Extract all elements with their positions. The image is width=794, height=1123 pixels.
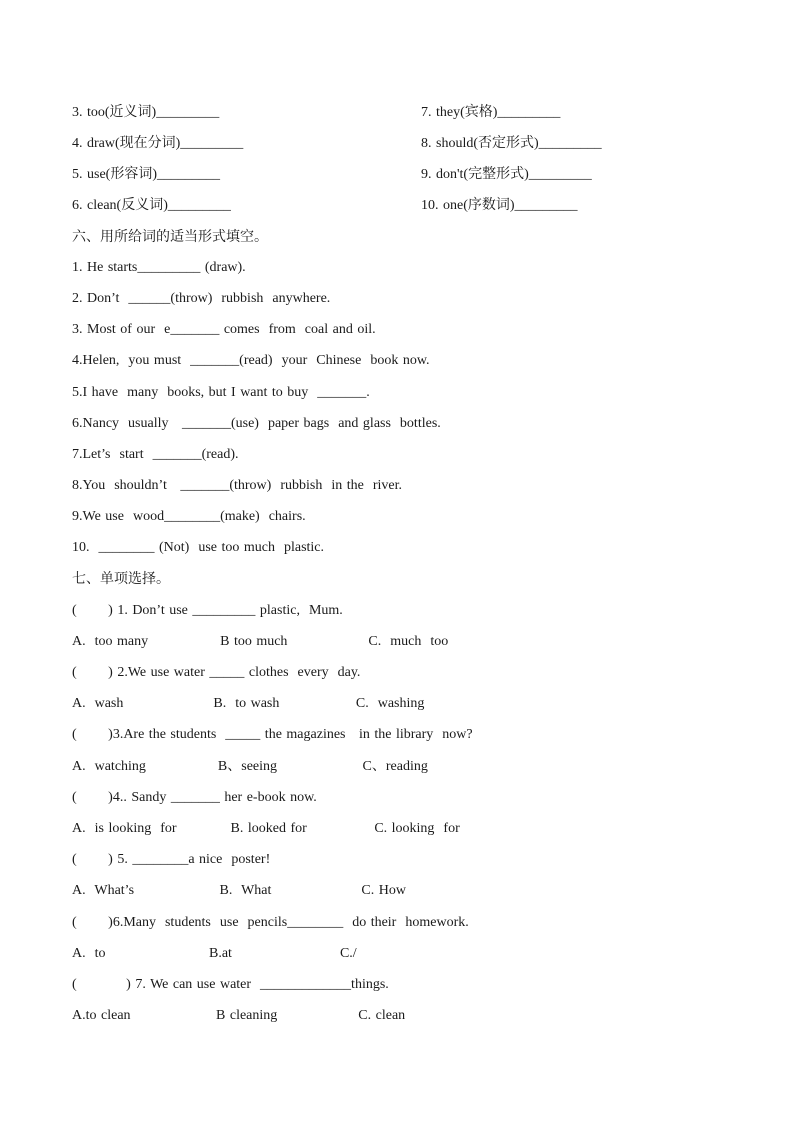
vocab-item-7: 7. they(宾格)_________ <box>421 105 561 120</box>
choice-options: A.to clean B cleaning C. clean <box>72 1008 406 1023</box>
choice-question: ( ) 1. Don’t use _________ plastic, Mum. <box>72 603 343 618</box>
fill-item: 2. Don’t ______(throw) rubbish anywhere. <box>72 291 331 306</box>
fill-item: 1. He starts_________ (draw). <box>72 260 246 275</box>
choice-question: ( )3.Are the students _____ the magazines in the library now? <box>72 727 473 742</box>
vocab-item-8: 8. should(否定形式)_________ <box>421 136 602 151</box>
choice-question: ( ) 7. We can use water _____________things. <box>72 977 389 992</box>
fill-item: 8.You shouldn’t _______(throw) rubbish in the river. <box>72 478 402 493</box>
fill-item: 3. Most of our e_______ comes from coal and oil. <box>72 322 376 337</box>
vocab-item-6: 6. clean(反义词)_________ <box>72 198 231 213</box>
fill-item: 9.We use wood________(make) chairs. <box>72 509 306 524</box>
fill-item: 4.Helen, you must _______(read) your Chinese book now. <box>72 353 430 368</box>
vocab-item-9: 9. don't(完整形式)_________ <box>421 167 592 182</box>
fill-item: 10. ________ (Not) use too much plastic. <box>72 540 325 555</box>
vocab-item-3: 3. too(近义词)_________ <box>72 105 220 120</box>
fill-item: 7.Let’s start _______(read). <box>72 447 239 462</box>
choice-options: A. to B.at C./ <box>72 946 357 961</box>
section-7-heading: 七、单项选择。 <box>72 571 170 587</box>
choice-question: ( )6.Many students use pencils________ do their homework. <box>72 915 469 930</box>
section-6-heading: 六、用所给词的适当形式填空。 <box>72 229 268 245</box>
choice-question: ( )4.. Sandy _______ her e-book now. <box>72 790 317 805</box>
choice-question: ( ) 2.We use water _____ clothes every day. <box>72 665 361 680</box>
choice-options: A. watching B、seeing C、reading <box>72 759 428 774</box>
choice-options: A. too many B too much C. much too <box>72 634 449 649</box>
fill-item: 5.I have many books, but I want to buy _______. <box>72 385 370 400</box>
choice-question: ( ) 5. ________a nice poster! <box>72 852 271 867</box>
vocab-item-4: 4. draw(现在分词)_________ <box>72 136 244 151</box>
vocab-item-10: 10. one(序数词)_________ <box>421 198 578 213</box>
choice-options: A. wash B. to wash C. washing <box>72 696 425 711</box>
fill-item: 6.Nancy usually _______(use) paper bags and glass bottles. <box>72 416 441 431</box>
choice-options: A. is looking for B. looked for C. looking for <box>72 821 460 836</box>
vocab-item-5: 5. use(形容词)_________ <box>72 167 220 182</box>
choice-options: A. What’s B. What C. How <box>72 883 406 898</box>
